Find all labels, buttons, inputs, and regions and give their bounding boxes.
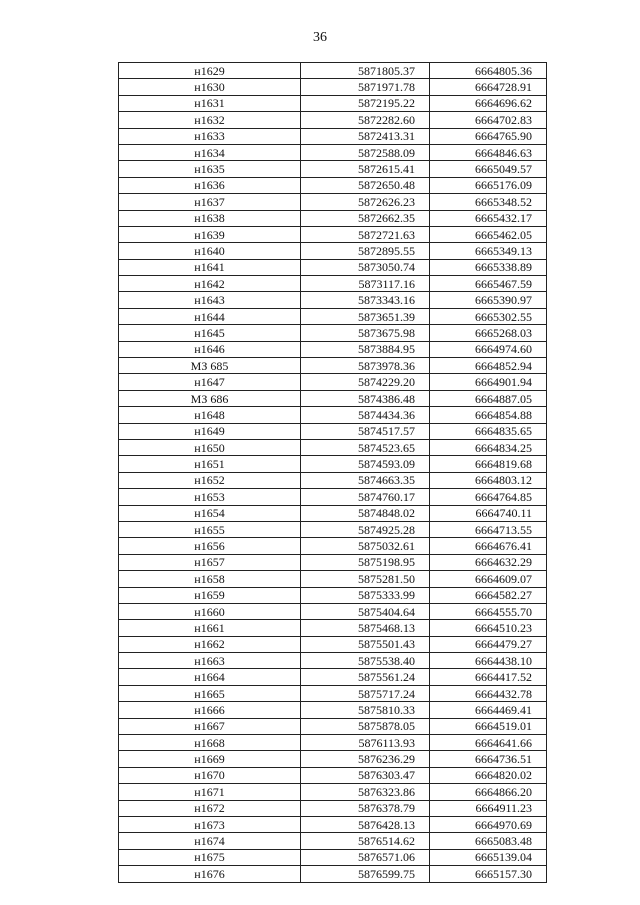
point-id-cell: н1656 xyxy=(119,538,301,554)
point-id-cell: н1662 xyxy=(119,636,301,652)
y-coordinate-cell: 6664510.23 xyxy=(430,620,547,636)
table-row xyxy=(119,833,547,849)
y-coordinate-cell: 6664641.66 xyxy=(430,735,547,751)
y-coordinate-cell: 6665462.05 xyxy=(430,226,547,242)
table-row xyxy=(119,472,547,488)
table-row xyxy=(119,177,547,193)
point-id-cell: н1670 xyxy=(119,767,301,783)
table-row xyxy=(119,702,547,718)
y-coordinate-cell: 6664835.65 xyxy=(430,423,547,439)
point-id-cell: н1632 xyxy=(119,112,301,128)
x-coordinate-cell: 5876323.86 xyxy=(301,784,430,800)
x-coordinate-cell: 5875717.24 xyxy=(301,685,430,701)
table-row xyxy=(119,816,547,832)
x-coordinate-cell: 5874925.28 xyxy=(301,521,430,537)
table-row xyxy=(119,63,547,79)
point-id-cell: н1630 xyxy=(119,79,301,95)
y-coordinate-cell: 6664970.69 xyxy=(430,816,547,832)
table-row xyxy=(119,521,547,537)
x-coordinate-cell: 5872650.48 xyxy=(301,177,430,193)
y-coordinate-cell: 6664479.27 xyxy=(430,636,547,652)
point-id-cell: н1664 xyxy=(119,669,301,685)
point-id-cell: н1648 xyxy=(119,407,301,423)
table-row xyxy=(119,407,547,423)
y-coordinate-cell: 6664834.25 xyxy=(430,439,547,455)
y-coordinate-cell: 6664820.02 xyxy=(430,767,547,783)
y-coordinate-cell: 6664764.85 xyxy=(430,489,547,505)
table-row xyxy=(119,292,547,308)
x-coordinate-cell: 5875198.95 xyxy=(301,554,430,570)
table-row xyxy=(119,866,547,882)
x-coordinate-cell: 5875281.50 xyxy=(301,571,430,587)
x-coordinate-cell: 5875333.99 xyxy=(301,587,430,603)
coordinates-table-body xyxy=(119,63,547,883)
table-row xyxy=(119,194,547,210)
table-row xyxy=(119,620,547,636)
y-coordinate-cell: 6664555.70 xyxy=(430,603,547,619)
table-row xyxy=(119,587,547,603)
table-row xyxy=(119,456,547,472)
table-row xyxy=(119,112,547,128)
x-coordinate-cell: 5874523.65 xyxy=(301,439,430,455)
x-coordinate-cell: 5873651.39 xyxy=(301,308,430,324)
point-id-cell: н1638 xyxy=(119,210,301,226)
y-coordinate-cell: 6664469.41 xyxy=(430,702,547,718)
point-id-cell: н1661 xyxy=(119,620,301,636)
x-coordinate-cell: 5873884.95 xyxy=(301,341,430,357)
point-id-cell: н1633 xyxy=(119,128,301,144)
table-row xyxy=(119,390,547,406)
y-coordinate-cell: 6664582.27 xyxy=(430,587,547,603)
point-id-cell: н1676 xyxy=(119,866,301,882)
point-id-cell: МЗ 686 xyxy=(119,390,301,406)
y-coordinate-cell: 6664676.41 xyxy=(430,538,547,554)
x-coordinate-cell: 5875810.33 xyxy=(301,702,430,718)
table-row xyxy=(119,128,547,144)
x-coordinate-cell: 5876303.47 xyxy=(301,767,430,783)
y-coordinate-cell: 6664887.05 xyxy=(430,390,547,406)
point-id-cell: н1654 xyxy=(119,505,301,521)
y-coordinate-cell: 6664736.51 xyxy=(430,751,547,767)
table-row xyxy=(119,79,547,95)
y-coordinate-cell: 6664974.60 xyxy=(430,341,547,357)
x-coordinate-cell: 5872721.63 xyxy=(301,226,430,242)
point-id-cell: н1673 xyxy=(119,816,301,832)
x-coordinate-cell: 5872895.55 xyxy=(301,243,430,259)
point-id-cell: н1650 xyxy=(119,439,301,455)
table-row xyxy=(119,603,547,619)
y-coordinate-cell: 6665139.04 xyxy=(430,849,547,865)
point-id-cell: н1655 xyxy=(119,521,301,537)
y-coordinate-cell: 6665268.03 xyxy=(430,325,547,341)
table-row xyxy=(119,751,547,767)
x-coordinate-cell: 5876378.79 xyxy=(301,800,430,816)
point-id-cell: н1652 xyxy=(119,472,301,488)
y-coordinate-cell: 6664854.88 xyxy=(430,407,547,423)
x-coordinate-cell: 5874663.35 xyxy=(301,472,430,488)
y-coordinate-cell: 6664740.11 xyxy=(430,505,547,521)
point-id-cell: н1643 xyxy=(119,292,301,308)
y-coordinate-cell: 6665338.89 xyxy=(430,259,547,275)
x-coordinate-cell: 5875561.24 xyxy=(301,669,430,685)
x-coordinate-cell: 5872413.31 xyxy=(301,128,430,144)
point-id-cell: н1675 xyxy=(119,849,301,865)
y-coordinate-cell: 6665176.09 xyxy=(430,177,547,193)
point-id-cell: н1659 xyxy=(119,587,301,603)
y-coordinate-cell: 6664728.91 xyxy=(430,79,547,95)
x-coordinate-cell: 5872195.22 xyxy=(301,95,430,111)
table-row xyxy=(119,325,547,341)
y-coordinate-cell: 6664417.52 xyxy=(430,669,547,685)
x-coordinate-cell: 5874386.48 xyxy=(301,390,430,406)
table-row xyxy=(119,259,547,275)
x-coordinate-cell: 5876428.13 xyxy=(301,816,430,832)
x-coordinate-cell: 5873675.98 xyxy=(301,325,430,341)
y-coordinate-cell: 6665432.17 xyxy=(430,210,547,226)
y-coordinate-cell: 6664432.78 xyxy=(430,685,547,701)
table-row xyxy=(119,341,547,357)
point-id-cell: н1660 xyxy=(119,603,301,619)
table-row xyxy=(119,735,547,751)
table-row xyxy=(119,144,547,160)
point-id-cell: н1642 xyxy=(119,276,301,292)
table-row xyxy=(119,439,547,455)
x-coordinate-cell: 5876236.29 xyxy=(301,751,430,767)
y-coordinate-cell: 6664713.55 xyxy=(430,521,547,537)
x-coordinate-cell: 5875538.40 xyxy=(301,653,430,669)
x-coordinate-cell: 5874593.09 xyxy=(301,456,430,472)
point-id-cell: н1667 xyxy=(119,718,301,734)
table-row xyxy=(119,276,547,292)
x-coordinate-cell: 5872282.60 xyxy=(301,112,430,128)
table-row xyxy=(119,423,547,439)
x-coordinate-cell: 5873343.16 xyxy=(301,292,430,308)
point-id-cell: н1637 xyxy=(119,194,301,210)
y-coordinate-cell: 6665467.59 xyxy=(430,276,547,292)
table-row xyxy=(119,358,547,374)
point-id-cell: н1635 xyxy=(119,161,301,177)
point-id-cell: н1636 xyxy=(119,177,301,193)
x-coordinate-cell: 5873117.16 xyxy=(301,276,430,292)
y-coordinate-cell: 6665049.57 xyxy=(430,161,547,177)
y-coordinate-cell: 6664901.94 xyxy=(430,374,547,390)
point-id-cell: н1645 xyxy=(119,325,301,341)
table-row xyxy=(119,800,547,816)
point-id-cell: н1649 xyxy=(119,423,301,439)
point-id-cell: н1629 xyxy=(119,63,301,79)
table-row xyxy=(119,210,547,226)
x-coordinate-cell: 5874760.17 xyxy=(301,489,430,505)
point-id-cell: н1651 xyxy=(119,456,301,472)
y-coordinate-cell: 6665302.55 xyxy=(430,308,547,324)
y-coordinate-cell: 6664803.12 xyxy=(430,472,547,488)
point-id-cell: н1669 xyxy=(119,751,301,767)
y-coordinate-cell: 6665349.13 xyxy=(430,243,547,259)
point-id-cell: н1668 xyxy=(119,735,301,751)
x-coordinate-cell: 5871971.78 xyxy=(301,79,430,95)
point-id-cell: н1634 xyxy=(119,144,301,160)
y-coordinate-cell: 6664696.62 xyxy=(430,95,547,111)
point-id-cell: н1646 xyxy=(119,341,301,357)
table-row xyxy=(119,784,547,800)
x-coordinate-cell: 5872588.09 xyxy=(301,144,430,160)
table-row xyxy=(119,653,547,669)
point-id-cell: н1672 xyxy=(119,800,301,816)
point-id-cell: н1644 xyxy=(119,308,301,324)
x-coordinate-cell: 5874517.57 xyxy=(301,423,430,439)
point-id-cell: МЗ 685 xyxy=(119,358,301,374)
table-row xyxy=(119,767,547,783)
y-coordinate-cell: 6664805.36 xyxy=(430,63,547,79)
table-row xyxy=(119,636,547,652)
y-coordinate-cell: 6664632.29 xyxy=(430,554,547,570)
table-row xyxy=(119,161,547,177)
y-coordinate-cell: 6664852.94 xyxy=(430,358,547,374)
y-coordinate-cell: 6664609.07 xyxy=(430,571,547,587)
point-id-cell: н1653 xyxy=(119,489,301,505)
point-id-cell: н1658 xyxy=(119,571,301,587)
x-coordinate-cell: 5871805.37 xyxy=(301,63,430,79)
y-coordinate-cell: 6664702.83 xyxy=(430,112,547,128)
y-coordinate-cell: 6664819.68 xyxy=(430,456,547,472)
x-coordinate-cell: 5876514.62 xyxy=(301,833,430,849)
point-id-cell: н1663 xyxy=(119,653,301,669)
x-coordinate-cell: 5872615.41 xyxy=(301,161,430,177)
y-coordinate-cell: 6664846.63 xyxy=(430,144,547,160)
coordinates-table xyxy=(118,62,547,883)
table-row xyxy=(119,95,547,111)
x-coordinate-cell: 5876571.06 xyxy=(301,849,430,865)
table-row xyxy=(119,505,547,521)
table-row xyxy=(119,243,547,259)
x-coordinate-cell: 5874434.36 xyxy=(301,407,430,423)
table-row xyxy=(119,308,547,324)
x-coordinate-cell: 5875468.13 xyxy=(301,620,430,636)
table-row xyxy=(119,374,547,390)
x-coordinate-cell: 5873978.36 xyxy=(301,358,430,374)
x-coordinate-cell: 5872626.23 xyxy=(301,194,430,210)
point-id-cell: н1674 xyxy=(119,833,301,849)
y-coordinate-cell: 6664438.10 xyxy=(430,653,547,669)
table-row xyxy=(119,669,547,685)
x-coordinate-cell: 5874229.20 xyxy=(301,374,430,390)
table-row xyxy=(119,571,547,587)
table-row xyxy=(119,226,547,242)
page-number: 36 xyxy=(313,30,327,45)
x-coordinate-cell: 5876113.93 xyxy=(301,735,430,751)
x-coordinate-cell: 5874848.02 xyxy=(301,505,430,521)
y-coordinate-cell: 6665157.30 xyxy=(430,866,547,882)
table-row xyxy=(119,554,547,570)
y-coordinate-cell: 6664866.20 xyxy=(430,784,547,800)
point-id-cell: н1665 xyxy=(119,685,301,701)
y-coordinate-cell: 6665083.48 xyxy=(430,833,547,849)
table-row xyxy=(119,718,547,734)
point-id-cell: н1671 xyxy=(119,784,301,800)
x-coordinate-cell: 5875404.64 xyxy=(301,603,430,619)
table-row xyxy=(119,849,547,865)
x-coordinate-cell: 5875501.43 xyxy=(301,636,430,652)
y-coordinate-cell: 6665348.52 xyxy=(430,194,547,210)
table-row xyxy=(119,489,547,505)
y-coordinate-cell: 6664765.90 xyxy=(430,128,547,144)
table-row xyxy=(119,685,547,701)
y-coordinate-cell: 6664911.23 xyxy=(430,800,547,816)
x-coordinate-cell: 5873050.74 xyxy=(301,259,430,275)
y-coordinate-cell: 6664519.01 xyxy=(430,718,547,734)
x-coordinate-cell: 5876599.75 xyxy=(301,866,430,882)
point-id-cell: н1640 xyxy=(119,243,301,259)
y-coordinate-cell: 6665390.97 xyxy=(430,292,547,308)
point-id-cell: н1657 xyxy=(119,554,301,570)
x-coordinate-cell: 5875032.61 xyxy=(301,538,430,554)
point-id-cell: н1647 xyxy=(119,374,301,390)
point-id-cell: н1639 xyxy=(119,226,301,242)
point-id-cell: н1666 xyxy=(119,702,301,718)
table-row xyxy=(119,538,547,554)
point-id-cell: н1631 xyxy=(119,95,301,111)
x-coordinate-cell: 5875878.05 xyxy=(301,718,430,734)
point-id-cell: н1641 xyxy=(119,259,301,275)
x-coordinate-cell: 5872662.35 xyxy=(301,210,430,226)
